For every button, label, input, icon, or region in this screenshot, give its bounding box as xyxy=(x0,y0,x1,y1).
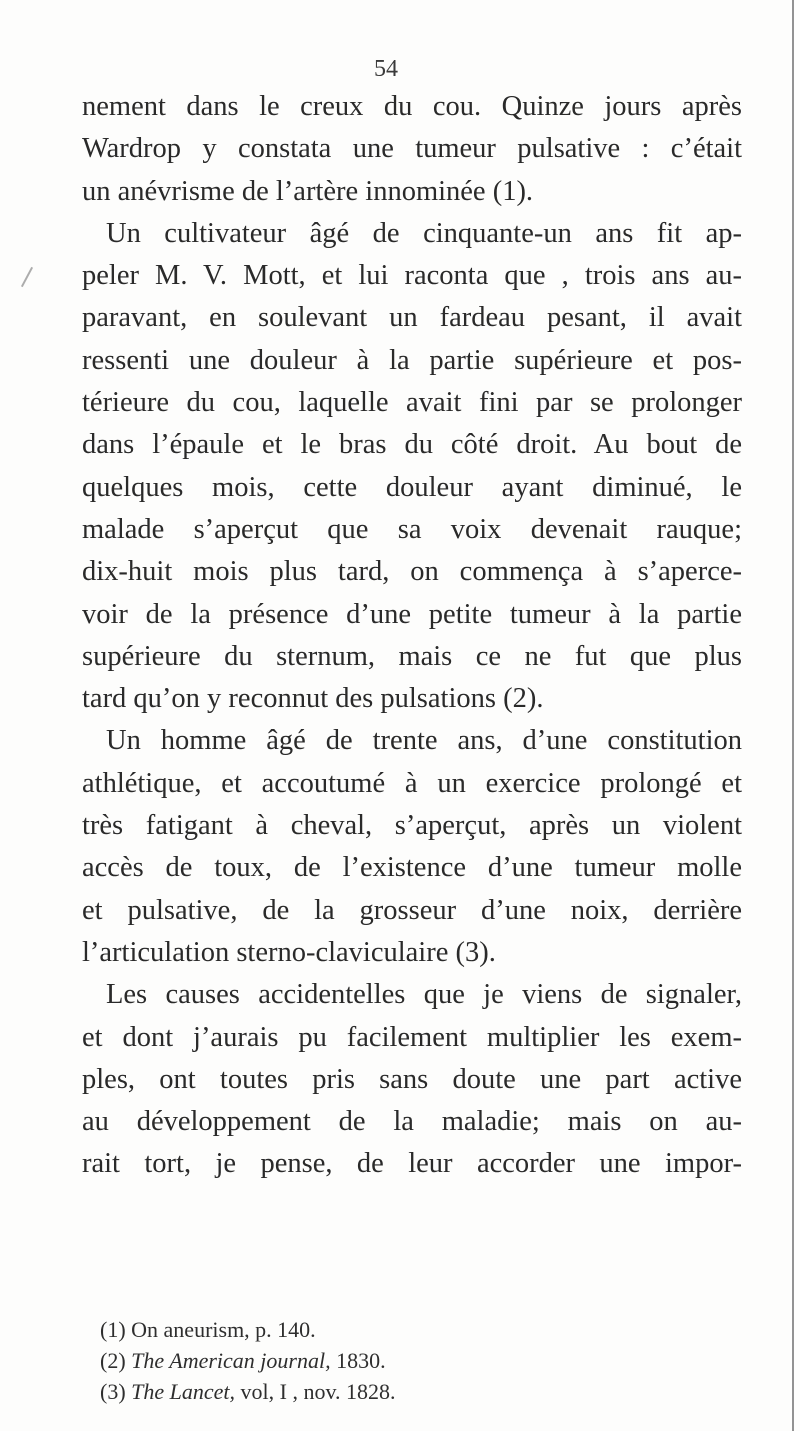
text-line: ples, ont toutes pris sans doute une part active xyxy=(82,1063,742,1095)
footnote xyxy=(100,1345,740,1376)
text-line: malade s’aperçut que sa voix devenait rauque; xyxy=(82,513,742,545)
text-line: et dont j’aurais pu facilement multiplier les exem- xyxy=(82,1021,742,1053)
text-line: athlétique, et accoutumé à un exercice prolongé et xyxy=(82,767,742,799)
footnotes xyxy=(100,1314,740,1407)
text-line: térieure du cou, laquelle avait fini par se prolonger xyxy=(82,387,742,419)
text-line: Wardrop y constata une tumeur pulsative : c’était xyxy=(82,133,742,165)
text-line: tard qu’on y reconnut des pulsations (2). xyxy=(82,683,544,715)
text-line: l’articulation sterno-claviculaire (3). xyxy=(82,936,496,968)
text-line: très fatigant à cheval, s’aperçut, après un violent xyxy=(82,810,742,842)
footnote-title: The American journal, xyxy=(131,1348,331,1373)
text-line: un anévrisme de l’artère innominée (1). xyxy=(82,175,534,207)
text-line: ressenti une douleur à la partie supérieure et pos- xyxy=(82,344,742,376)
footnote-number: (3) xyxy=(100,1379,126,1404)
text-line: dix-huit mois plus tard, on commença à s’aperce- xyxy=(82,556,742,588)
text-line: rait tort, je pense, de leur accorder une impor- xyxy=(82,1148,742,1180)
stray-margin-mark xyxy=(21,267,33,287)
footnote-text: vol, I , nov. 1828. xyxy=(240,1379,396,1404)
text-line: dans l’épaule et le bras du côté droit. Au bout de xyxy=(82,429,742,461)
text-line: au développement de la maladie; mais on au- xyxy=(82,1106,742,1138)
text-line: accès de toux, de l’existence d’une tumeur molle xyxy=(82,852,742,884)
footnote-title: The Lancet, xyxy=(131,1379,236,1404)
text-line: quelques mois, cette douleur ayant diminué, le xyxy=(82,471,742,503)
footnote-text: On aneurism, p. 140. xyxy=(131,1317,316,1342)
page-number: 54 xyxy=(374,56,398,82)
text-line: Un cultivateur âgé de cinquante-un ans fit ap- xyxy=(106,217,742,249)
text-line: voir de la présence d’une petite tumeur à la partie xyxy=(82,598,742,630)
footnote xyxy=(100,1376,740,1407)
text-line: nement dans le creux du cou. Quinze jours après xyxy=(82,91,742,122)
page-edge-line xyxy=(792,0,794,1431)
text-line: Un homme âgé de trente ans, d’une constitution xyxy=(106,725,742,757)
text-line: Les causes accidentelles que je viens de signaler, xyxy=(106,979,742,1011)
text-line: et pulsative, de la grosseur d’une noix, derrière xyxy=(82,894,742,926)
body-text xyxy=(82,86,742,1186)
footnote-number: (2) xyxy=(100,1348,126,1373)
text-line: paravant, en soulevant un fardeau pesant, il avait xyxy=(82,302,742,334)
footnote-text: 1830. xyxy=(336,1348,386,1373)
text-line: supérieure du sternum, mais ce ne fut que plus xyxy=(82,640,742,672)
footnote xyxy=(100,1314,740,1345)
footnote-number: (1) xyxy=(100,1317,126,1342)
text-line: peler M. V. Mott, et lui raconta que , trois ans au- xyxy=(82,260,742,292)
